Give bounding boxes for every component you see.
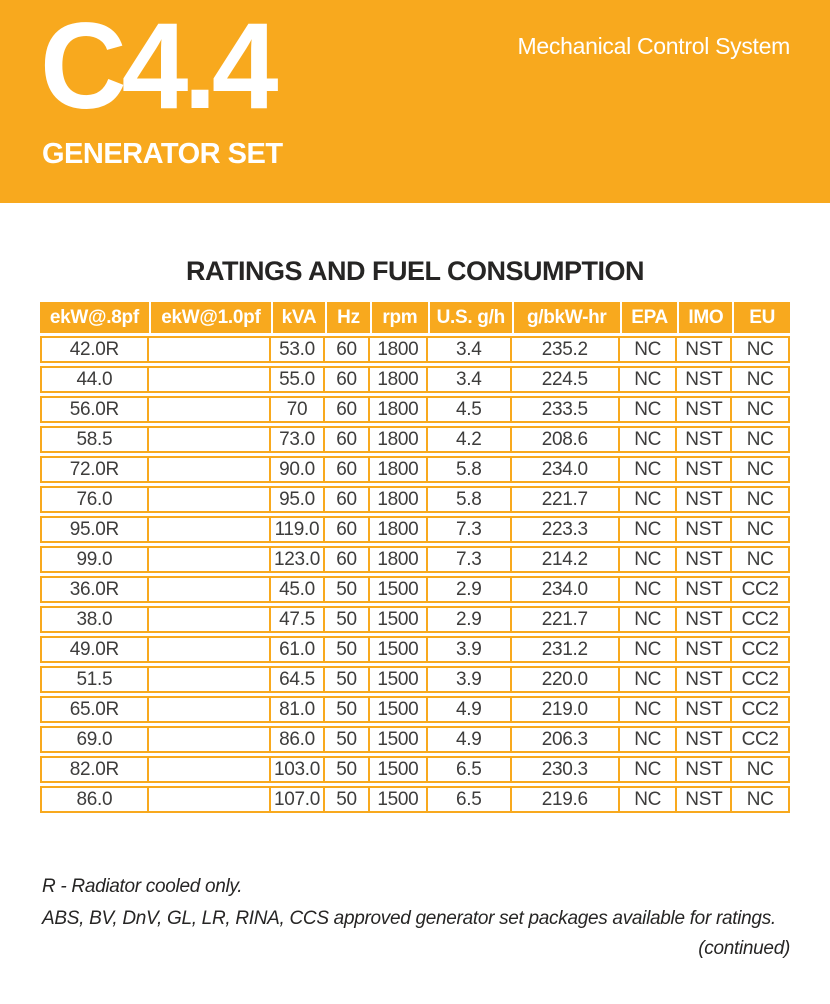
table-cell: 3.4 (428, 366, 512, 393)
table-cell: 235.2 (512, 336, 620, 363)
table-cell: 1800 (370, 426, 428, 453)
table-cell: 233.5 (512, 396, 620, 423)
table-cell: NST (677, 456, 732, 483)
table-cell: NC (620, 726, 678, 753)
table-cell: NST (677, 606, 732, 633)
table-cell: 219.0 (512, 696, 620, 723)
table-row (40, 666, 790, 693)
table-cell (149, 396, 271, 423)
table-cell: 61.0 (271, 636, 325, 663)
table-cell: NC (620, 696, 678, 723)
table-cell: 56.0R (40, 396, 149, 423)
table-cell: 1500 (370, 606, 428, 633)
table-cell (149, 576, 271, 603)
table-cell: NST (677, 636, 732, 663)
table-cell: 1800 (370, 366, 428, 393)
table-cell: 60 (325, 486, 370, 513)
table-cell: NST (677, 726, 732, 753)
table-cell: 42.0R (40, 336, 149, 363)
table-cell: NC (732, 786, 790, 813)
table-cell: 60 (325, 426, 370, 453)
continued-label: (continued) (698, 938, 790, 959)
table-cell: 50 (325, 786, 370, 813)
table-row (40, 456, 790, 483)
table-cell: 1800 (370, 486, 428, 513)
table-cell: 81.0 (271, 696, 325, 723)
table-cell: 1500 (370, 666, 428, 693)
table-cell: 2.9 (428, 576, 512, 603)
table-row (40, 546, 790, 573)
table-cell: 3.9 (428, 636, 512, 663)
table-cell: 50 (325, 696, 370, 723)
table-row (40, 486, 790, 513)
table-cell: CC2 (732, 636, 790, 663)
table-row (40, 516, 790, 543)
table-cell: 72.0R (40, 456, 149, 483)
table-cell: 206.3 (512, 726, 620, 753)
table-cell: 55.0 (271, 366, 325, 393)
table-cell: 47.5 (271, 606, 325, 633)
table-row (40, 756, 790, 783)
table-cell: 95.0R (40, 516, 149, 543)
table-cell: 234.0 (512, 576, 620, 603)
table-cell (149, 756, 271, 783)
table-row (40, 426, 790, 453)
table-cell: NC (620, 786, 678, 813)
table-cell: CC2 (732, 696, 790, 723)
table-cell: 1500 (370, 696, 428, 723)
table-cell: 6.5 (428, 756, 512, 783)
table-cell: 1800 (370, 456, 428, 483)
table-cell: NST (677, 786, 732, 813)
table-cell: 3.9 (428, 666, 512, 693)
table-cell: 90.0 (271, 456, 325, 483)
table-row (40, 606, 790, 633)
table-row (40, 396, 790, 423)
table-cell: 50 (325, 726, 370, 753)
header-row (40, 302, 790, 333)
table-cell: NC (620, 606, 678, 633)
table-cell: NST (677, 696, 732, 723)
table-cell (149, 366, 271, 393)
table-cell: NC (732, 486, 790, 513)
footnote-approvals: ABS, BV, DnV, GL, LR, RINA, CCS approved generator set packages available for ratings. (42, 908, 776, 929)
table-cell: 1800 (370, 516, 428, 543)
table-cell: NC (732, 756, 790, 783)
table-cell: 60 (325, 336, 370, 363)
table-cell: NST (677, 336, 732, 363)
table-cell: 6.5 (428, 786, 512, 813)
table-cell: NC (620, 396, 678, 423)
table-cell (149, 696, 271, 723)
table-cell: 60 (325, 366, 370, 393)
table-cell: 214.2 (512, 546, 620, 573)
table-row (40, 696, 790, 723)
table-cell: NC (732, 516, 790, 543)
column-header: ekW@.8pf (40, 302, 149, 333)
table-cell: 58.5 (40, 426, 149, 453)
table-cell: 234.0 (512, 456, 620, 483)
table-cell: 219.6 (512, 786, 620, 813)
table-cell: 4.2 (428, 426, 512, 453)
table-cell: 86.0 (40, 786, 149, 813)
table-cell: 1500 (370, 786, 428, 813)
column-header: EPA (620, 302, 678, 333)
table-cell: NC (732, 456, 790, 483)
table-cell: NC (620, 366, 678, 393)
table-cell: CC2 (732, 726, 790, 753)
table-cell: NC (620, 546, 678, 573)
table-cell: 60 (325, 396, 370, 423)
table-cell: NC (732, 426, 790, 453)
table-cell (149, 426, 271, 453)
table-cell: NC (620, 456, 678, 483)
table-cell: 4.5 (428, 396, 512, 423)
table-cell: 53.0 (271, 336, 325, 363)
table-cell: 7.3 (428, 516, 512, 543)
table-cell: 76.0 (40, 486, 149, 513)
table-cell: 208.6 (512, 426, 620, 453)
table-cell: 103.0 (271, 756, 325, 783)
table-cell: 60 (325, 516, 370, 543)
table-cell: 3.4 (428, 336, 512, 363)
table-cell: NC (620, 756, 678, 783)
table-row (40, 366, 790, 393)
table-cell (149, 546, 271, 573)
table-cell: NC (732, 546, 790, 573)
table-cell: 49.0R (40, 636, 149, 663)
section-title: RATINGS AND FUEL CONSUMPTION (186, 256, 644, 286)
table-cell (149, 336, 271, 363)
product-line-title: GENERATOR SET (42, 138, 283, 170)
table-cell: 221.7 (512, 486, 620, 513)
table-cell: NC (620, 486, 678, 513)
table-cell: 73.0 (271, 426, 325, 453)
column-header: rpm (370, 302, 428, 333)
table-cell: 1800 (370, 546, 428, 573)
header-banner (0, 0, 830, 203)
table-cell: 1500 (370, 756, 428, 783)
table-cell: 1500 (370, 636, 428, 663)
ratings-table-body (40, 336, 790, 813)
table-cell: NST (677, 546, 732, 573)
table-cell: NST (677, 756, 732, 783)
table-cell (149, 516, 271, 543)
table-cell: 51.5 (40, 666, 149, 693)
ratings-table (40, 299, 790, 816)
table-cell: 86.0 (271, 726, 325, 753)
table-cell: 70 (271, 396, 325, 423)
table-cell: NST (677, 426, 732, 453)
table-cell (149, 456, 271, 483)
table-cell: 50 (325, 606, 370, 633)
column-header: IMO (677, 302, 732, 333)
column-header: U.S. g/h (428, 302, 512, 333)
table-cell (149, 786, 271, 813)
table-cell: 60 (325, 456, 370, 483)
table-cell: 119.0 (271, 516, 325, 543)
table-cell: 7.3 (428, 546, 512, 573)
table-cell: NC (732, 396, 790, 423)
table-cell: NST (677, 396, 732, 423)
table-cell: 1500 (370, 576, 428, 603)
table-cell: 123.0 (271, 546, 325, 573)
table-cell (149, 666, 271, 693)
table-cell: 107.0 (271, 786, 325, 813)
table-row (40, 576, 790, 603)
table-cell: 38.0 (40, 606, 149, 633)
table-row (40, 336, 790, 363)
table-cell: NC (620, 636, 678, 663)
table-cell: NC (620, 336, 678, 363)
table-cell: NST (677, 486, 732, 513)
table-cell: CC2 (732, 576, 790, 603)
table-cell: 223.3 (512, 516, 620, 543)
table-cell: 230.3 (512, 756, 620, 783)
table-cell (149, 636, 271, 663)
table-cell: 50 (325, 666, 370, 693)
table-cell: 1500 (370, 726, 428, 753)
table-cell: NC (620, 516, 678, 543)
table-cell: NC (732, 366, 790, 393)
table-cell: 50 (325, 576, 370, 603)
column-header: kVA (271, 302, 325, 333)
table-cell: 99.0 (40, 546, 149, 573)
footnote-radiator: R - Radiator cooled only. (42, 876, 243, 897)
table-cell: NST (677, 366, 732, 393)
table-cell: NST (677, 516, 732, 543)
table-cell: 4.9 (428, 726, 512, 753)
table-cell (149, 486, 271, 513)
table-cell: 220.0 (512, 666, 620, 693)
table-cell: CC2 (732, 666, 790, 693)
table-row (40, 786, 790, 813)
table-cell: NC (620, 666, 678, 693)
control-system-label: Mechanical Control System (517, 33, 790, 59)
ratings-table-head (40, 302, 790, 333)
table-cell: NC (620, 426, 678, 453)
table-cell: 2.9 (428, 606, 512, 633)
table-cell: 64.5 (271, 666, 325, 693)
table-cell: 69.0 (40, 726, 149, 753)
column-header: ekW@1.0pf (149, 302, 271, 333)
table-cell: 1800 (370, 336, 428, 363)
table-cell: NC (620, 576, 678, 603)
table-cell: 60 (325, 546, 370, 573)
table-row (40, 726, 790, 753)
table-cell: 231.2 (512, 636, 620, 663)
table-cell: 65.0R (40, 696, 149, 723)
table-cell (149, 606, 271, 633)
table-cell: 50 (325, 756, 370, 783)
table-cell: NST (677, 666, 732, 693)
table-cell: 82.0R (40, 756, 149, 783)
table-cell: 224.5 (512, 366, 620, 393)
table-cell: 5.8 (428, 456, 512, 483)
table-cell: 36.0R (40, 576, 149, 603)
table-cell: 44.0 (40, 366, 149, 393)
table-cell: 95.0 (271, 486, 325, 513)
table-cell: NST (677, 576, 732, 603)
table-cell (149, 726, 271, 753)
column-header: g/bkW-hr (512, 302, 620, 333)
column-header: EU (732, 302, 790, 333)
table-cell: NC (732, 336, 790, 363)
model-title: C4.4 (40, 0, 274, 135)
column-header: Hz (325, 302, 370, 333)
table-cell: 45.0 (271, 576, 325, 603)
table-cell: 50 (325, 636, 370, 663)
table-row (40, 636, 790, 663)
table-cell: 1800 (370, 396, 428, 423)
table-cell: CC2 (732, 606, 790, 633)
table-cell: 5.8 (428, 486, 512, 513)
table-cell: 221.7 (512, 606, 620, 633)
table-cell: 4.9 (428, 696, 512, 723)
